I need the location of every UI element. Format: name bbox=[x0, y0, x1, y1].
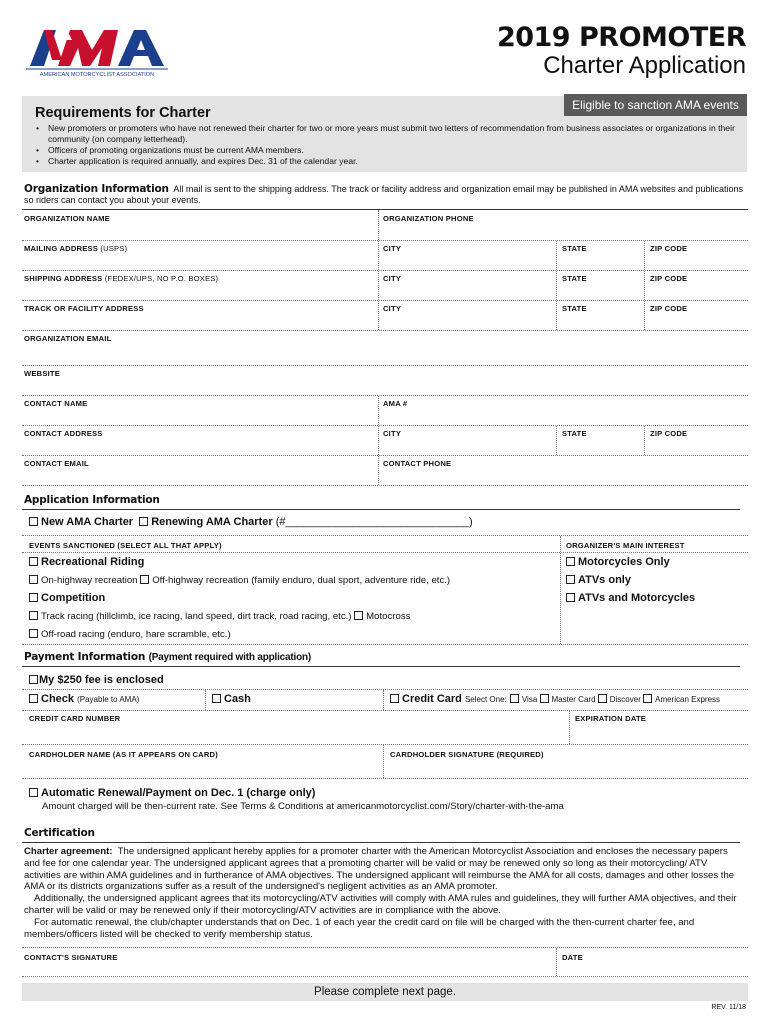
ama-number-label: AMA # bbox=[383, 399, 408, 408]
mailing-zip-label: ZIP CODE bbox=[650, 244, 688, 253]
contact-zip-label: ZIP CODE bbox=[650, 429, 688, 438]
divider bbox=[378, 241, 379, 330]
requirements-title: Requirements for Charter bbox=[35, 105, 211, 121]
title-line-1: 2019 PROMOTER bbox=[496, 22, 746, 53]
expiration-label: EXPIRATION DATE bbox=[575, 714, 647, 723]
contact-email-label: CONTACT EMAIL bbox=[24, 459, 89, 468]
divider bbox=[378, 210, 379, 240]
divider bbox=[556, 948, 557, 976]
eligible-badge: Eligible to sanction AMA events bbox=[564, 94, 747, 116]
date-label: DATE bbox=[562, 953, 583, 962]
competition-row bbox=[29, 592, 105, 604]
mastercard-checkbox[interactable] bbox=[540, 694, 549, 703]
website-field[interactable] bbox=[22, 395, 748, 396]
track-state-label: STATE bbox=[562, 304, 587, 313]
credit-card-option bbox=[390, 693, 720, 705]
contact-name-label: CONTACT NAME bbox=[24, 399, 88, 408]
org-name-field[interactable] bbox=[22, 240, 748, 241]
recreational-row bbox=[29, 556, 144, 568]
divider bbox=[644, 241, 645, 330]
divider bbox=[22, 535, 748, 536]
charter-agreement-label: Charter agreement: bbox=[24, 846, 113, 857]
renewing-number-field[interactable]: (#______________________________) bbox=[275, 516, 473, 528]
competition-label: Competition bbox=[41, 592, 106, 604]
revision-label: REV. 11/18 bbox=[711, 1004, 746, 1011]
renewing-charter-checkbox[interactable] bbox=[139, 517, 148, 526]
divider bbox=[556, 241, 557, 330]
divider bbox=[556, 426, 557, 455]
application-heading: Application Information bbox=[24, 494, 160, 506]
requirements-list bbox=[35, 123, 740, 167]
discover-checkbox[interactable] bbox=[598, 694, 607, 703]
divider bbox=[383, 690, 384, 710]
amex-label: American Express bbox=[655, 695, 721, 704]
motocross-checkbox[interactable] bbox=[354, 611, 363, 620]
org-name-label: ORGANIZATION NAME bbox=[24, 214, 110, 223]
auto-renewal-checkbox[interactable] bbox=[29, 788, 38, 797]
organization-heading: Organization Information bbox=[24, 183, 169, 195]
contact-address-field[interactable] bbox=[22, 455, 748, 456]
track-racing-checkbox[interactable] bbox=[29, 611, 38, 620]
discover-label: Discover bbox=[609, 695, 641, 704]
credit-card-label: Credit Card bbox=[402, 693, 462, 705]
logo-subtitle: AMERICAN MOTORCYCLIST ASSOCIATION bbox=[39, 72, 155, 78]
check-checkbox[interactable] bbox=[29, 694, 38, 703]
cash-option bbox=[212, 693, 251, 705]
auto-renewal-row bbox=[29, 787, 315, 799]
divider bbox=[22, 710, 748, 711]
interest-motorcycles-label: Motorcycles Only bbox=[578, 556, 670, 568]
cash-label: Cash bbox=[224, 693, 251, 705]
offroad-racing-row bbox=[29, 629, 231, 640]
divider bbox=[22, 552, 748, 553]
divider bbox=[22, 509, 740, 510]
interest-atvs-checkbox[interactable] bbox=[566, 575, 575, 584]
certification-text bbox=[24, 846, 746, 940]
new-charter-checkbox[interactable] bbox=[29, 517, 38, 526]
events-sanctioned-label: EVENTS SANCTIONED (SELECT ALL THAT APPLY) bbox=[29, 541, 222, 550]
card-number-label: CREDIT CARD NUMBER bbox=[29, 714, 121, 723]
card-number-field[interactable] bbox=[22, 744, 748, 745]
mastercard-label: Master Card bbox=[551, 695, 596, 704]
offroad-racing-checkbox[interactable] bbox=[29, 629, 38, 638]
mailing-address-field[interactable] bbox=[22, 270, 748, 271]
visa-label: Visa bbox=[521, 695, 538, 704]
interest-both-row bbox=[566, 592, 695, 604]
contact-name-field[interactable] bbox=[22, 425, 748, 426]
requirement-item: • New promoters or promoters who have not renewed their charter for two or more years must submit two letters of recommendation from business associates or organizations in their community (on company letterhead). bbox=[35, 123, 740, 145]
interest-atvs-row bbox=[566, 574, 631, 586]
divider bbox=[378, 396, 379, 485]
cardholder-name-field[interactable] bbox=[22, 778, 748, 779]
contact-address-label: CONTACT ADDRESS bbox=[24, 429, 103, 438]
motocross-label: Motocross bbox=[366, 611, 411, 622]
certification-paragraph-1: Charter agreement: The undersigned applicant hereby applies for a promoter charter with the American Motorcyclist Association and encloses the necessary papers and fee for one calendar year. The undersigned applicant agrees that a promoting charter will be valid or may be renewed only so long as their motorcycling/ ATV activities are within AMA guidelines and in furtherance of AMA objectives. The undersigned applicant will reimburse the AMA for all costs, damages and other losses the AMA or its districts organizations suffer as a result of the undersigned's negligent activities as an AMA promoter. bbox=[24, 846, 735, 893]
requirement-item: • Charter application is required annually, and expires Dec. 31 of the calendar year. bbox=[35, 156, 740, 167]
charter-type-row bbox=[29, 516, 473, 528]
fee-checkbox[interactable] bbox=[29, 675, 38, 684]
org-email-label: ORGANIZATION EMAIL bbox=[24, 334, 112, 343]
recreational-checkbox[interactable] bbox=[29, 557, 38, 566]
track-racing-label: Track racing (hillclimb, ice racing, land speed, dirt track, road racing, etc.) bbox=[41, 611, 352, 622]
contact-email-field[interactable] bbox=[22, 485, 748, 486]
divider bbox=[22, 842, 740, 843]
ama-logo bbox=[22, 20, 172, 78]
organization-intro-text: All mail is sent to the shipping address. The track or facility address and organization email may be published in AMA websites and publications so riders can contact you about your events. bbox=[24, 184, 743, 205]
contact-signature-field[interactable] bbox=[22, 976, 748, 977]
mailing-state-label: STATE bbox=[562, 244, 587, 253]
offroad-racing-label: Off-road racing (enduro, hare scramble, etc.) bbox=[41, 629, 231, 640]
competition-type-row bbox=[29, 611, 410, 622]
amex-checkbox[interactable] bbox=[643, 694, 652, 703]
shipping-zip-label: ZIP CODE bbox=[650, 274, 688, 283]
certification-paragraph-3: For automatic renewal, the club/chapter understands that on Dec. 1 of each year the credit card on file will be charged with the then-current charter fee, and members/officers listed will be checked to verify membership status. bbox=[24, 916, 695, 940]
mailing-city-label: CITY bbox=[383, 244, 402, 253]
off-highway-checkbox[interactable] bbox=[140, 575, 149, 584]
divider bbox=[569, 711, 570, 744]
org-phone-label: ORGANIZATION PHONE bbox=[383, 214, 474, 223]
track-city-label: CITY bbox=[383, 304, 402, 313]
new-charter-label: New AMA Charter bbox=[41, 516, 134, 528]
divider bbox=[644, 426, 645, 455]
next-page-banner: Please complete next page. bbox=[22, 983, 748, 1001]
shipping-city-label: CITY bbox=[383, 274, 402, 283]
org-email-field[interactable] bbox=[22, 365, 748, 366]
on-highway-label: On-highway recreation bbox=[41, 575, 138, 586]
shipping-address-label: SHIPPING ADDRESS (FEDEX/UPS, NO P.O. BOXES) bbox=[24, 274, 219, 283]
credit-card-checkbox[interactable] bbox=[390, 694, 399, 703]
title-line-2: Charter Application bbox=[543, 52, 746, 79]
check-note: (Payable to AMA) bbox=[77, 695, 140, 704]
check-option bbox=[29, 693, 139, 705]
divider bbox=[383, 745, 384, 778]
contact-city-label: CITY bbox=[383, 429, 402, 438]
mailing-address-label: MAILING ADDRESS (USPS) bbox=[24, 244, 128, 253]
divider bbox=[22, 209, 748, 210]
cardholder-signature-label: CARDHOLDER SIGNATURE (REQUIRED) bbox=[390, 750, 544, 759]
track-zip-label: ZIP CODE bbox=[650, 304, 688, 313]
off-highway-label: Off-highway recreation (family enduro, dual sport, adventure ride, etc.) bbox=[152, 575, 451, 586]
interest-motorcycles-checkbox[interactable] bbox=[566, 557, 575, 566]
auto-renewal-label: Automatic Renewal/Payment on Dec. 1 (charge only) bbox=[41, 787, 316, 799]
competition-checkbox[interactable] bbox=[29, 593, 38, 602]
cardholder-name-label: CARDHOLDER NAME (AS IT APPEARS ON CARD) bbox=[29, 750, 218, 759]
divider bbox=[22, 947, 748, 948]
main-interest-label: ORGANIZER'S MAIN INTEREST bbox=[566, 541, 685, 550]
select-one-label: Select One: bbox=[464, 695, 507, 704]
interest-both-label: ATVs and Motorcycles bbox=[578, 592, 696, 604]
renewing-charter-label: Renewing AMA Charter bbox=[151, 516, 273, 528]
requirement-item: • Officers of promoting organizations must be current AMA members. bbox=[35, 145, 740, 156]
certification-heading: Certification bbox=[24, 827, 95, 839]
shipping-state-label: STATE bbox=[562, 274, 587, 283]
track-address-field[interactable] bbox=[22, 330, 748, 331]
auto-renewal-note: Amount charged will be then-current rate. See Terms & Conditions at americanmotorcyclist.com/Story/charter-with-the-ama bbox=[42, 801, 564, 812]
track-address-label: TRACK OR FACILITY ADDRESS bbox=[24, 304, 144, 313]
on-highway-checkbox[interactable] bbox=[29, 575, 38, 584]
payment-heading: Payment Information (Payment required with application) bbox=[24, 651, 312, 663]
shipping-address-field[interactable] bbox=[22, 300, 748, 301]
visa-checkbox[interactable] bbox=[510, 694, 519, 703]
contact-state-label: STATE bbox=[562, 429, 587, 438]
divider bbox=[205, 690, 206, 710]
check-label: Check bbox=[41, 693, 75, 705]
fee-label: My $250 fee is enclosed bbox=[39, 674, 164, 686]
interest-atvs-label: ATVs only bbox=[578, 574, 631, 586]
certification-paragraph-2: Additionally, the undersigned applicant agrees that its motorcycling/ATV activities will comply with AMA rules and guidelines, they will further AMA objectives, and their charter will be valid or may be renewed only if their motorcycling/ATV activities are in compliance with the above. bbox=[24, 893, 737, 916]
fee-row bbox=[29, 674, 164, 686]
recreational-label: Recreational Riding bbox=[41, 556, 145, 568]
divider bbox=[22, 666, 740, 667]
divider bbox=[22, 644, 748, 645]
contact-signature-label: CONTACT'S SIGNATURE bbox=[24, 953, 118, 962]
requirements-box bbox=[22, 96, 747, 172]
divider bbox=[22, 689, 748, 690]
recreation-type-row bbox=[29, 575, 450, 586]
website-label: WEBSITE bbox=[24, 369, 60, 378]
cash-checkbox[interactable] bbox=[212, 694, 221, 703]
interest-both-checkbox[interactable] bbox=[566, 593, 575, 602]
contact-phone-label: CONTACT PHONE bbox=[383, 459, 452, 468]
interest-motorcycles-row bbox=[566, 556, 670, 568]
organization-intro bbox=[24, 184, 746, 206]
